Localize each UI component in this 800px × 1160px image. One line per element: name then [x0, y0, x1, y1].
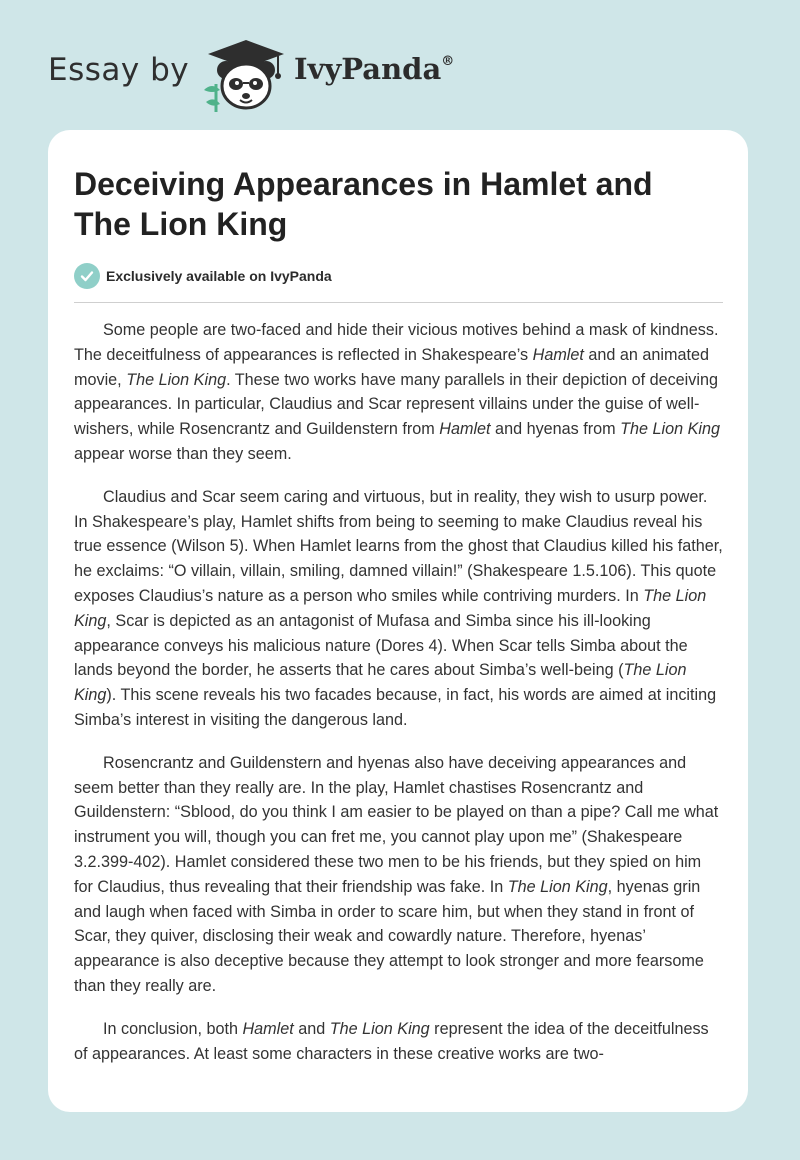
- italic-title-run: The Lion King: [620, 420, 721, 439]
- text-run: and: [293, 1019, 330, 1038]
- text-run: , Scar is depicted as an antagonist of Mufasa and Simba since his ill-looking appearance conveys his malicious nature (Dores 4). When Scar tells Simba about the lands beyond the border, he asserts that he cares about Simba’s well-being (: [74, 611, 688, 680]
- divider: [74, 302, 723, 303]
- text-run: In conclusion, both: [103, 1019, 243, 1038]
- site-header: [48, 30, 748, 120]
- text-run: Claudius and Scar seem caring and virtuous, but in reality, they wish to usurp power. In Shakespeare’s play, Hamlet shifts from being to seeming to make Claudius reveal his true essence (Wilson 5). When Hamlet learns from the ghost that Claudius killed his father, he exclaims: “O villain, villain, smiling, damned villain!” (Shakespeare 1.5.106). This quote exposes Claudius’s nature as a person who smiles while contriving murders. In: [74, 487, 723, 605]
- check-circle-icon: [74, 263, 100, 289]
- text-run: ). This scene reveals his two facades because, in fact, his words are aimed at inciting Simba’s interest in visiting the dangerous land.: [74, 686, 717, 729]
- essay-card: [48, 130, 748, 1112]
- essay-paragraph: [74, 318, 723, 467]
- text-run: Rosencrantz and Guildenstern and hyenas also have deceiving appearances and seem better than they really are. In the play, Hamlet chastises Rosencrantz and Guildenstern: “Sblood, do you think I am easier to be played on than a pipe? Call me what instrument you will, though you can fret me, you cannot play upon me” (Shakespeare 3.2.399-402). Hamlet considered these two men to be his friends, but they spied on him for Claudius, thus revealing that their friendship was fake. In: [74, 753, 719, 896]
- badge-label: Exclusively available on IvyPanda: [106, 268, 332, 284]
- italic-title-run: The Lion King: [126, 370, 227, 389]
- italic-title-run: The Lion King: [329, 1019, 430, 1038]
- text-run: . These two works have many parallels in their depiction of deceiving appearances. In particular, Claudius and Scar represent villains under the guise of well-wishers, while Rosencrantz and Guildenstern from: [74, 370, 718, 439]
- essay-paragraph: [74, 751, 723, 999]
- exclusive-badge: [74, 263, 332, 289]
- text-run: Some people are two-faced and hide their vicious motives behind a mask of kindness. The deceitfulness of appearances is reflected in Shakespeare’s: [74, 321, 719, 364]
- text-run: represent the idea of the deceitfulness of appearances. At least some characters in these creative works are two-: [74, 1019, 709, 1063]
- text-run: and hyenas from: [490, 420, 621, 439]
- essay-body: [74, 318, 723, 1084]
- brand-prefix: Essay by: [48, 52, 190, 88]
- brand-name: IvyPanda®: [294, 52, 455, 86]
- italic-title-run: Hamlet: [532, 345, 584, 364]
- italic-title-run: Hamlet: [439, 420, 491, 439]
- italic-title-run: The Lion King: [74, 586, 707, 630]
- italic-title-run: Hamlet: [242, 1019, 294, 1038]
- italic-title-run: The Lion King: [507, 877, 608, 896]
- essay-paragraph: [74, 1017, 723, 1067]
- text-run: appear worse than they seem.: [74, 444, 292, 463]
- essay-paragraph: [74, 485, 723, 733]
- text-run: and an animated movie,: [74, 345, 710, 389]
- panda-graduate-icon: [198, 34, 294, 114]
- page-title: Deceiving Appearances in Hamlet and The Lion King: [74, 166, 653, 242]
- text-run: , hyenas grin and laugh when faced with Simba in order to scare him, but when they stand in front of Scar, they quiver, disclosing their weak and cowardly nature. Therefore, hyenas’ appearance is also deceptive because they attempt to look stronger and more fearsome than they really are.: [74, 877, 704, 995]
- italic-title-run: The Lion King: [74, 661, 687, 705]
